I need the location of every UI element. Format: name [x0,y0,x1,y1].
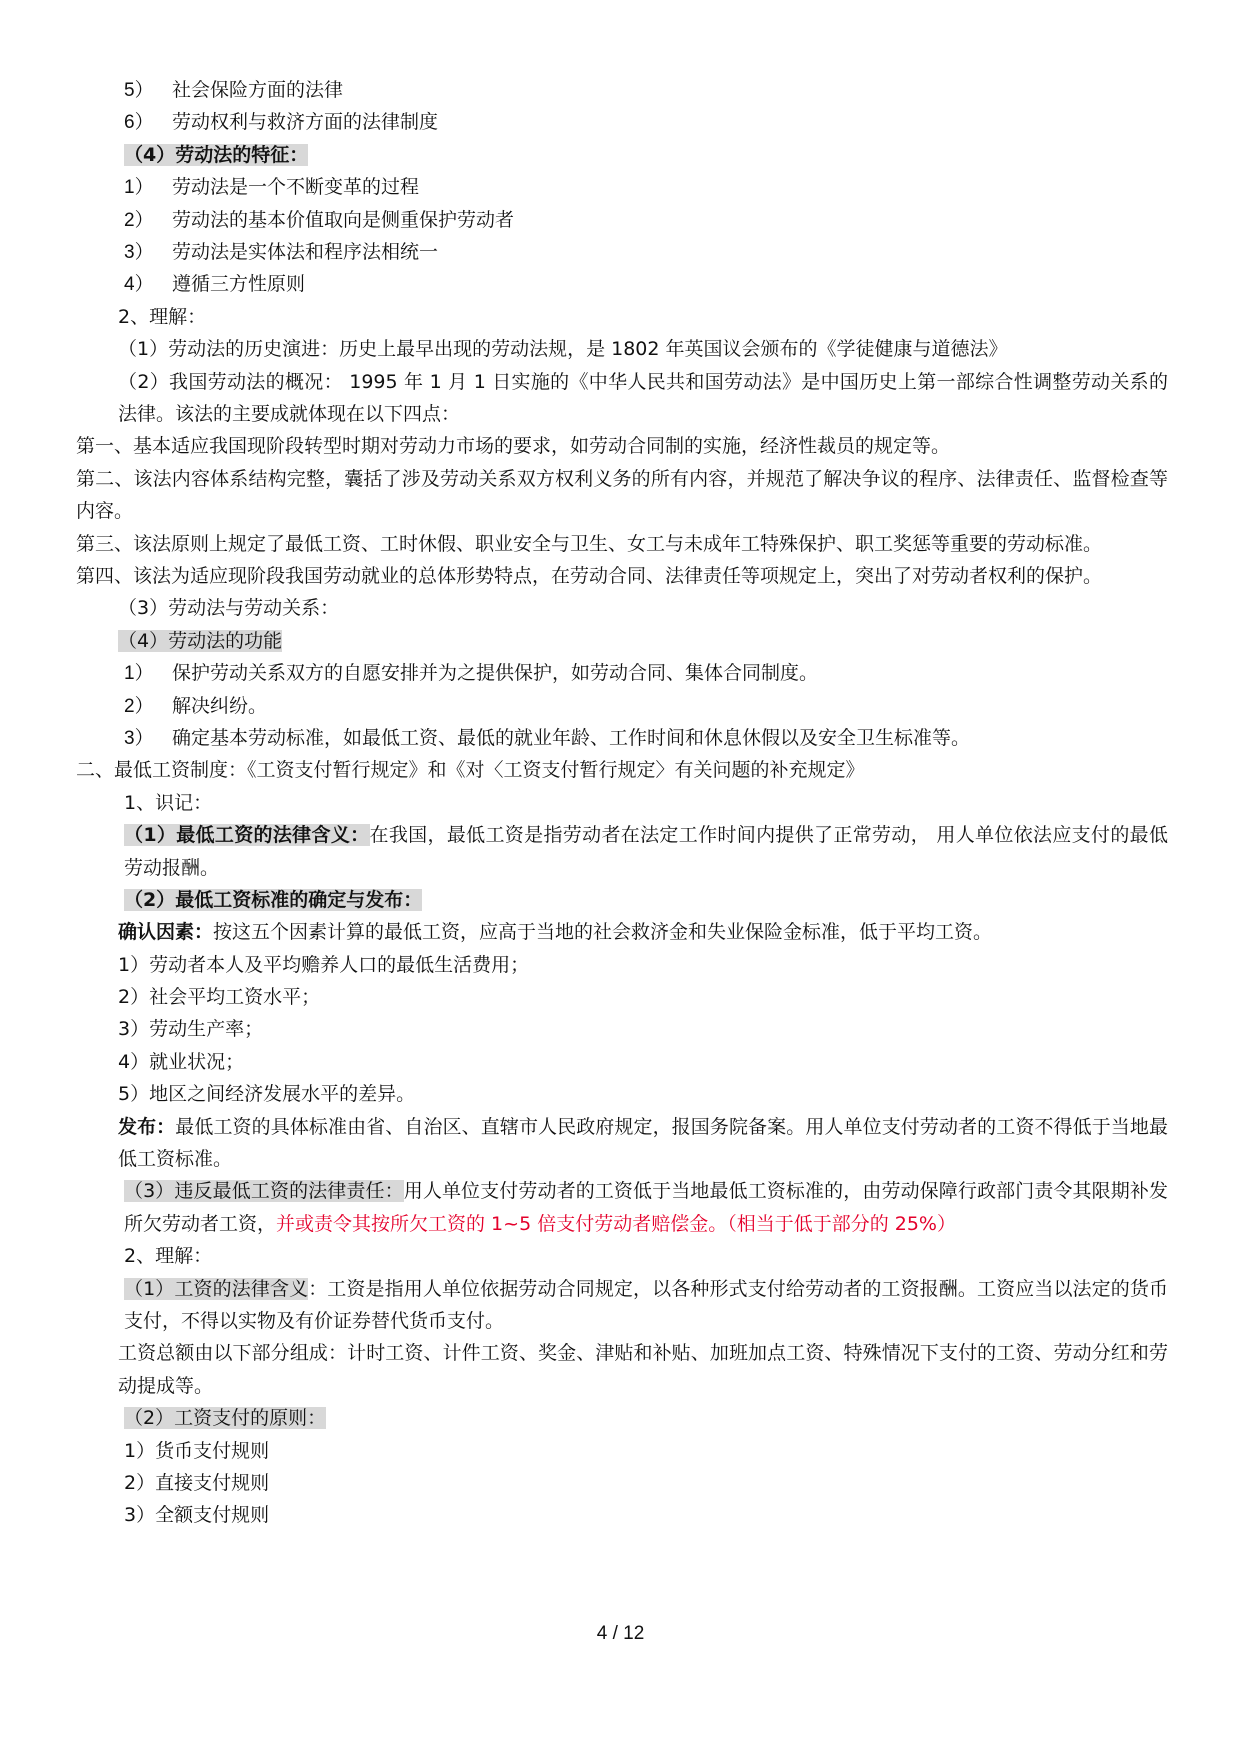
list-item [76,268,1168,300]
section-heading [76,139,1168,171]
paragraph [76,916,1168,948]
heading-text: （4）劳动法的功能 [118,629,283,652]
list-item [76,106,1168,138]
paragraph: （2）我国劳动法的概况： 1995 年 1 月 1 日实施的《中华人民共和国劳动法》是中国历史上第一部综合性调整劳动关系的法律。该法的主要成就体现在以下四点： [118,370,1168,425]
list-text: 劳动法是一个不断变革的过程 [172,176,420,199]
list-number: 2） [124,695,154,717]
list-item [76,236,1168,268]
list-item [76,657,1168,689]
list-text: 劳动法的基本价值取向是侧重保护劳动者 [172,208,515,231]
list-item: 3）劳动生产率； [118,1018,264,1041]
list-number: 4） [124,274,154,296]
list-text: 保护劳动关系双方的自愿安排并为之提供保护，如劳动合同、集体合同制度。 [172,662,819,685]
paragraph [76,819,1168,884]
list-item [76,171,1168,203]
list-text: 遵循三方性原则 [172,273,306,296]
term-label: （1）最低工资的法律含义： [124,824,370,847]
list-item: 3）全额支付规则 [124,1504,270,1527]
paragraph: （1）劳动法的历史演进：历史上最早出现的劳动法规，是 1802 年英国议会颁布的《学徒健康与道德法》 [118,338,1008,361]
paragraph: 工资总额由以下部分组成：计时工资、计件工资、奖金、津贴和补贴、加班加点工资、特殊情况下支付的工资、劳动分红和劳动提成等。 [118,1342,1168,1397]
list-item: 1）货币支付规则 [124,1439,270,1462]
paragraph: 第三、该法原则上规定了最低工资、工时休假、职业安全与卫生、女工与未成年工特殊保护、职工奖惩等重要的劳动标准。 [76,532,1103,555]
list-item: 2）社会平均工资水平； [118,986,321,1009]
list-text: 确定基本劳动标准，如最低工资、最低的就业年龄、工作时间和休息休假以及安全卫生标准等。 [172,726,971,749]
page-number: 4 / 12 [596,1623,645,1644]
term-label: （1）工资的法律含义 [124,1277,309,1300]
heading-text: （4）劳动法的特征： [124,143,309,166]
list-text: 解决纠纷。 [172,694,268,717]
heading-text: （2）最低工资标准的确定与发布： [124,888,423,911]
paragraph [76,1175,1168,1240]
heading-text: （2）工资支付的原则： [124,1407,327,1430]
list-number: 1） [124,177,154,199]
list-number: 1） [124,663,154,685]
subsection-label: （3）劳动法与劳动关系： [118,597,340,620]
list-number: 5） [124,80,154,101]
term-definition: 最低工资的具体标准由省、自治区、直辖市人民政府规定，报国务院备案。用人单位支付劳动者的工资不得低于当地最低工资标准。 [118,1115,1168,1171]
list-number: 3） [124,241,154,263]
list-item: 2）直接支付规则 [124,1472,270,1495]
subsection-label: 2、理解： [118,305,207,328]
term-definition: 按这五个因素计算的最低工资，应高于当地的社会救济金和失业保险金标准，低于平均工资。 [213,921,993,944]
section-heading [76,884,1168,916]
paragraph: 第一、基本适应我国现阶段转型时期对劳动力市场的要求，如劳动合同制的实施，经济性裁员的规定等。 [76,435,951,458]
subsection-label: 1、识记： [124,791,213,814]
list-text: 劳动法是实体法和程序法相统一 [172,240,439,263]
section-heading [76,625,1168,657]
list-text: 劳动权利与救济方面的法律制度 [172,111,439,134]
list-item [76,204,1168,236]
section-heading [76,1402,1168,1434]
term-definition: ：工资是指用人单位依据劳动合同规定，以各种形式支付给劳动者的工资报酬。工资应当以法定的货币支付，不得以实物及有价证券替代货币支付。 [124,1277,1168,1333]
list-item: 5）地区之间经济发展水平的差异。 [118,1083,416,1106]
list-text: 社会保险方面的法律 [172,79,344,101]
term-label: 确认因素： [118,921,214,944]
list-number: 6） [124,112,154,134]
list-number: 3） [124,727,154,749]
paragraph [76,1111,1168,1176]
paragraph [76,1273,1168,1338]
chapter-heading: 二、最低工资制度：《工资支付暂行规定》和《对〈工资支付暂行规定〉有关问题的补充规定》 [76,759,865,782]
list-item [76,690,1168,722]
list-item [76,74,1168,106]
list-number: 2） [124,209,154,231]
term-definition: 在我国，最低工资是指劳动者在法定工作时间内提供了正常劳动， 用人单位依法应支付的最低劳动报酬。 [124,824,1168,879]
subsection-label: 2、理解： [124,1245,213,1268]
paragraph: 第二、该法内容体系结构完整，囊括了涉及劳动关系双方权利义务的所有内容，并规范了解决争议的程序、法律责任、监督检查等内容。 [76,467,1168,523]
paragraph: 第四、该法为适应现阶段我国劳动就业的总体形势特点，在劳动合同、法律责任等项规定上，突出了对劳动者权利的保护。 [76,564,1103,587]
term-label: （3）违反最低工资的法律责任： [124,1180,404,1203]
document-page [76,74,1168,1532]
term-label: 发布： [118,1115,176,1138]
highlighted-penalty-text: 并或责令其按所欠工资的 1~5 倍支付劳动者赔偿金。（相当于低于部分的 25%） [276,1212,956,1235]
list-item: 4）就业状况； [118,1050,245,1073]
list-item [76,722,1168,754]
term-definition: 用人单位支付劳动者的工资低于当地最低工资标准的，由劳动保障行政部门责令其限期补发所欠劳动者工资， [124,1180,1168,1235]
list-item: 1）劳动者本人及平均赡养人口的最低生活费用； [118,953,530,976]
